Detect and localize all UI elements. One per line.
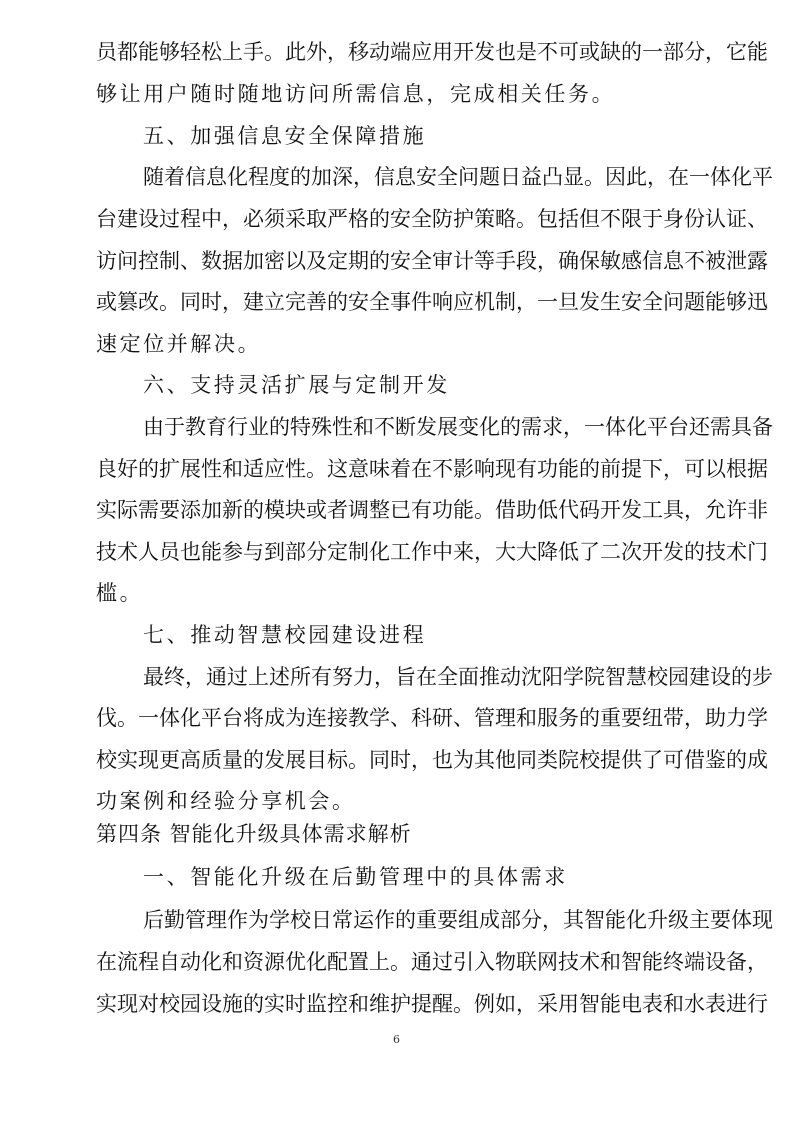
section-heading-6: 六、支持灵活扩展与定制开发 (143, 373, 450, 397)
body-text-line: 访问控制、数据加密以及定期的安全审计等手段，确保敏感信息不被泄露 (96, 249, 768, 273)
body-text-line: 在流程自动化和资源优化配置上。通过引入物联网技术和智能终端设备， (96, 950, 768, 974)
section-heading-5: 五、加强信息安全保障措施 (143, 124, 427, 148)
body-text-line: 实际需要添加新的模块或者调整已有功能。借助低代码开发工具，允许非 (96, 498, 768, 522)
body-text-line: 良好的扩展性和适应性。这意味着在不影响现有功能的前提下，可以根据 (96, 457, 768, 481)
section-heading-7: 七、推动智慧校园建设进程 (143, 623, 427, 647)
body-text-line: 或篡改。同时，建立完善的安全事件响应机制，一旦发生安全问题能够迅 (96, 290, 768, 314)
body-text-line: 实现对校园设施的实时监控和维护提醒。例如，采用智能电表和水表进行 (96, 992, 768, 1016)
body-text-line: 技术人员也能参与到部分定制化工作中来，大大降低了二次开发的技术门 (96, 540, 768, 564)
page-number: 6 (393, 1033, 400, 1046)
body-text-line: 槛。 (96, 581, 144, 605)
body-text-line: 最终，通过上述所有努力，旨在全面推动沈阳学院智慧校园建设的步 (143, 665, 773, 689)
body-text-line: 后勤管理作为学校日常运作的重要组成部分，其智能化升级主要体现 (143, 908, 773, 932)
body-text-line: 功案例和经验分享机会。 (96, 789, 356, 813)
body-text-line: 够让用户随时随地访问所需信息，完成相关任务。 (96, 82, 616, 106)
body-text-line: 员都能够轻松上手。此外，移动端应用开发也是不可或缺的一部分，它能 (96, 40, 768, 64)
article-heading-4: 第四条 智能化升级具体需求解析 (96, 822, 412, 846)
body-text-line: 随着信息化程度的加深，信息安全问题日益凸显。因此，在一体化平 (143, 165, 773, 189)
section-heading-1: 一、智能化升级在后勤管理中的具体需求 (143, 865, 568, 889)
body-text-line: 由于教育行业的特殊性和不断发展变化的需求，一体化平台还需具备 (143, 415, 773, 439)
body-text-line: 速定位并解决。 (96, 332, 262, 356)
body-text-line: 伐。一体化平台将成为连接教学、科研、管理和服务的重要纽带，助力学 (96, 706, 768, 730)
body-text-line: 校实现更高质量的发展目标。同时，也为其他同类院校提供了可借鉴的成 (96, 748, 768, 772)
body-text-line: 台建设过程中，必须采取严格的安全防护策略。包括但不限于身份认证、 (96, 207, 768, 231)
